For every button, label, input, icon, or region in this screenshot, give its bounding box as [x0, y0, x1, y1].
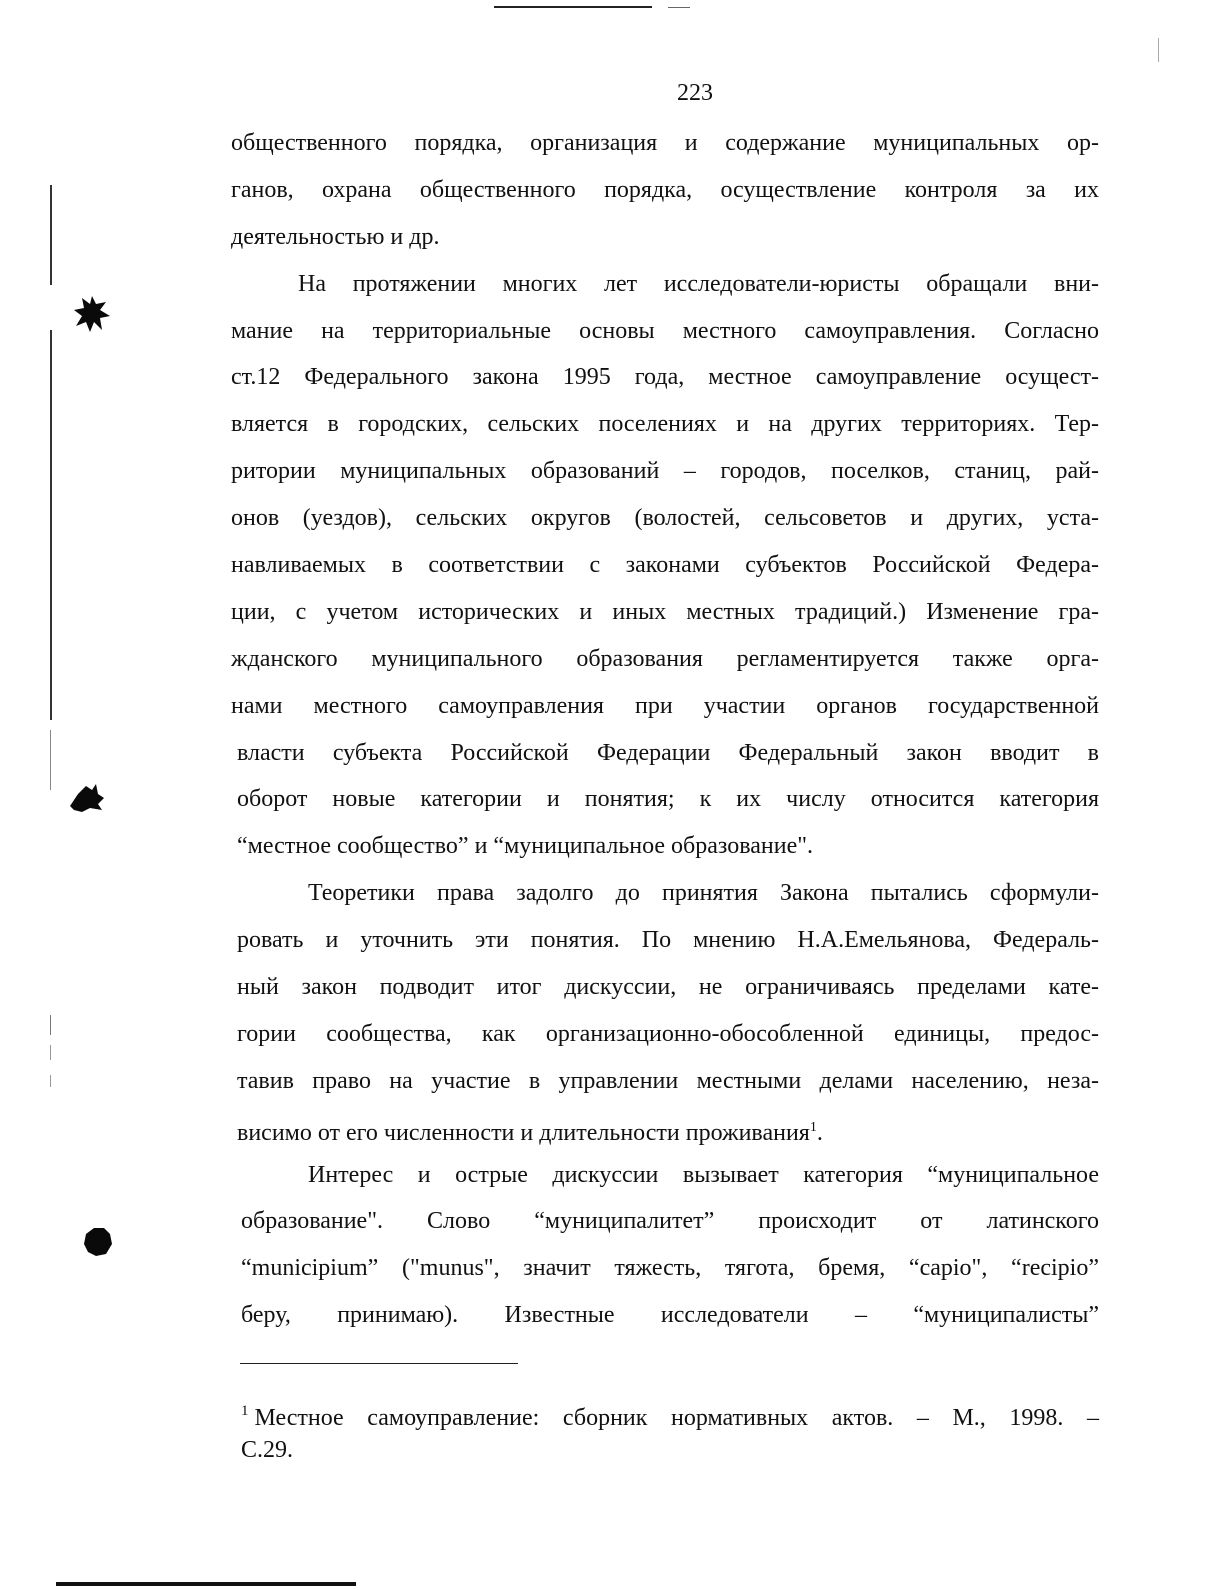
text-line: ганов, охрана общественного порядка, осуществление контроля за их [231, 176, 1099, 203]
left-margin-line [50, 1015, 51, 1035]
paragraph-first-line: На протяжении многих лет исследователи-юристы обращали вни- [298, 270, 1099, 297]
bottom-scan-rule [56, 1582, 356, 1586]
text-line: ный закон подводит итог дискуссии, не ограничиваясь пределами кате- [237, 974, 1099, 1001]
text-line: жданского муниципального образования регламентируется также орга- [231, 645, 1099, 672]
left-margin-line [50, 1045, 51, 1060]
text-line: общественного порядка, организация и содержание муниципальных ор- [231, 130, 1099, 156]
footnote-reference[interactable]: 1 [809, 1119, 817, 1135]
paragraph-first-line: Теоретики права задолго до принятия Закона пытались сформули- [308, 880, 1099, 907]
text-line: ровать и уточнить эти понятия. По мнению Н.А.Емельянова, Федераль- [237, 927, 1099, 954]
left-margin-line [50, 330, 52, 720]
footnote-line [241, 1395, 1099, 1434]
body-text [231, 120, 1099, 1339]
text-line: вляется в городских, сельских поселениях и на других территориях. Тер- [231, 411, 1099, 438]
text-line: ции, с учетом исторических и иных местных традиций.) Изменение гра- [231, 598, 1099, 625]
text-line [231, 1105, 1099, 1152]
footnote-text: Местное самоуправление: сборник нормативных актов. – М., 1998. – [254, 1405, 1099, 1431]
page-number: 223 [677, 80, 713, 106]
text-line: мание на территориальные основы местного самоуправления. Согласно [231, 317, 1099, 344]
text-line: деятельностью и др. [231, 223, 440, 250]
footnote [241, 1395, 1099, 1466]
footnote-line: С.29. [241, 1437, 294, 1463]
text-line: гории сообщества, как организационно-обособленной единицы, предос- [237, 1020, 1099, 1047]
text-line: оборот новые категории и понятия; к их числу относится категория [237, 786, 1099, 813]
text-line: беру, принимаю). Известные исследователи – “муниципалисты” [241, 1302, 1099, 1329]
text-line: ст.12 Федерального закона 1995 года, местное самоуправление осущест- [231, 364, 1099, 391]
text-line: “местное сообщество” и “муниципальное образование". [237, 833, 814, 860]
right-scan-tick [1158, 38, 1159, 62]
top-scan-rule [494, 6, 652, 8]
text-line: ритории муниципальных образований – городов, поселков, станиц, рай- [231, 458, 1099, 485]
text-line: образование". Слово “муниципалитет” происходит от латинского [241, 1208, 1099, 1235]
ink-blot-icon [70, 292, 114, 336]
footnote-mark: 1 [241, 1403, 249, 1419]
top-scan-rule-short [668, 7, 690, 8]
text-line-content: висимо от его численности и длительности проживания [237, 1119, 810, 1146]
footnote-separator [240, 1363, 518, 1364]
text-line: онов (уездов), сельских округов (волостей, сельсоветов и других, уста- [231, 505, 1099, 532]
text-line: “municipium” ("munus", значит тяжесть, тягота, бремя, “capio", “recipio” [241, 1255, 1099, 1282]
left-margin-line [50, 1075, 51, 1087]
text-line: навливаемых в соответствии с законами субъектов Российской Федера- [231, 552, 1099, 579]
text-line: нами местного самоуправления при участии органов государственной [231, 692, 1099, 719]
ink-blot-icon [64, 776, 108, 820]
sentence-end: . [816, 1119, 823, 1146]
left-margin-line [50, 730, 51, 790]
ink-blot-icon [76, 1220, 120, 1264]
left-margin-line [50, 185, 52, 285]
text-line: власти субъекта Российской Федерации Федеральный закон вводит в [237, 739, 1099, 766]
paragraph-first-line: Интерес и острые дискуссии вызывает категория “муниципальное [308, 1161, 1099, 1188]
text-line: тавив право на участие в управлении местными делами населению, неза- [237, 1067, 1099, 1094]
